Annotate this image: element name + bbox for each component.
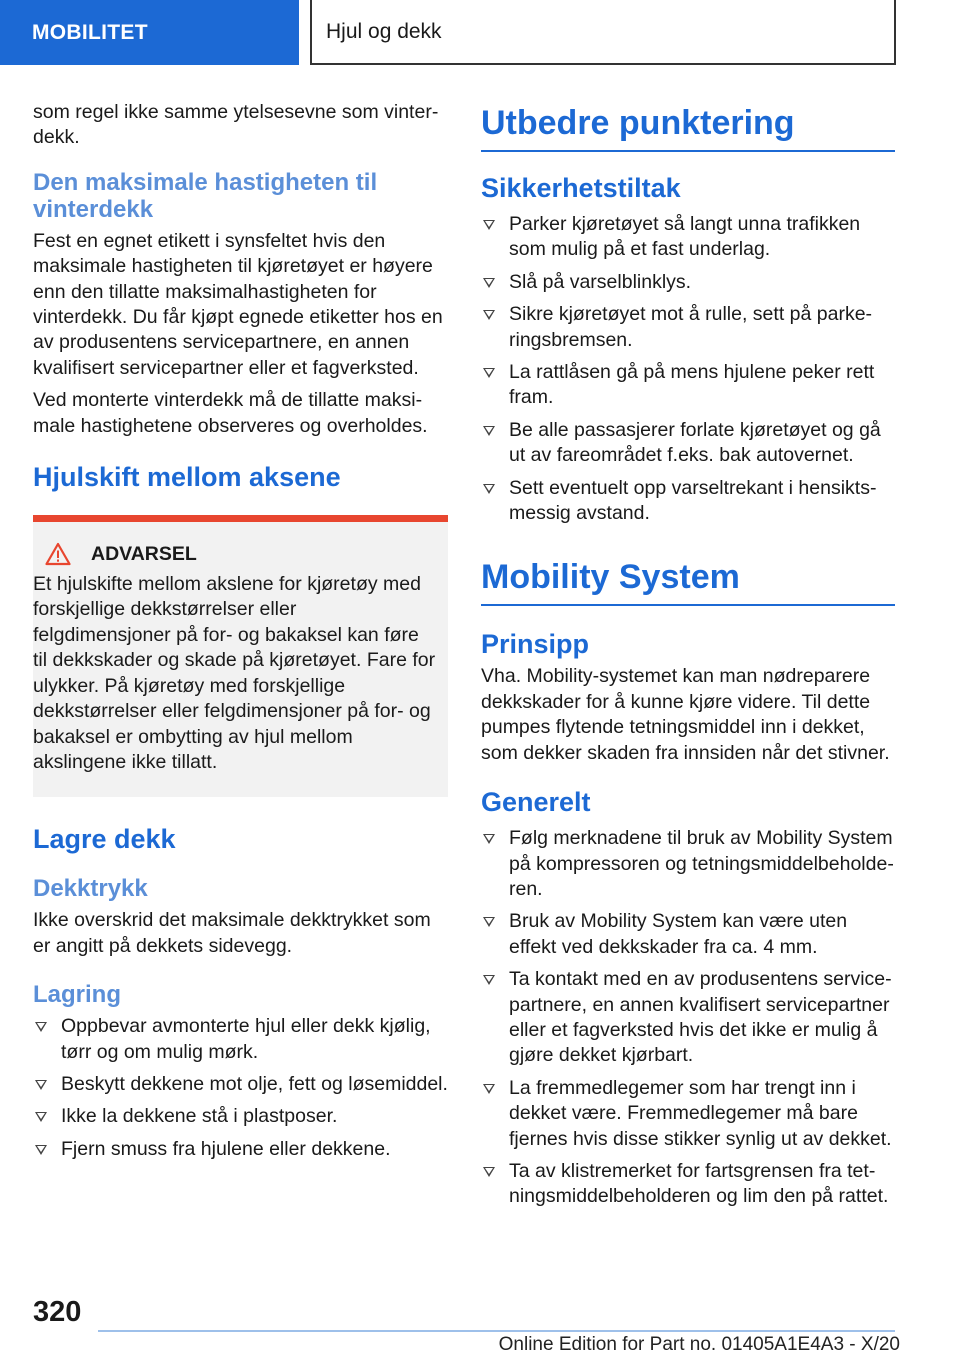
triangle-bullet-icon — [35, 1022, 47, 1032]
principle-text: Vha. Mobility-systemet kan man nødreparere dekkskader for å kunne kjøre videre. Til dette pumpes flytende tetningsmiddel inn i dekket, som dekker skaden fra innsiden når det stivner. — [481, 665, 890, 764]
triangle-bullet-icon — [35, 1080, 47, 1090]
list-item: Be alle passasjerer forlate kjøretøyet og gå ut av fareområdet f.eks. bak autovernet. — [481, 418, 895, 469]
max-speed-heading: Den maksimale hastigheten til vinterdekk — [33, 168, 378, 223]
triangle-bullet-icon — [483, 917, 495, 927]
list-item: Ta av klistremerket for fartsgrensen fra tetningsmiddelbeholderen og lim den på rattet. — [481, 1159, 895, 1210]
warning-header — [33, 542, 436, 566]
list-item: Fjern smuss fra hjulene eller dekkene. — [33, 1137, 448, 1162]
triangle-bullet-icon — [483, 310, 495, 320]
page-number: 320 — [33, 1296, 82, 1328]
max-speed-paragraph-1: Fest en egnet etikett i synsfeltet hvis den maksimale hastigheten til kjøretøyet er høyere enn den tillatte maksimalhastigheten for vinterdekk. Du får kjøpt egnede etiketter hos en av produsentens servicepartnere, en annen kvalifisert servicepartner eller et fagverksted. — [33, 229, 443, 379]
section-title: MOBILITET — [32, 20, 148, 44]
warning-label: ADVARSEL — [91, 542, 197, 565]
intro-text: som regel ikke samme ytelsesevne som vinterdekk. — [33, 101, 439, 149]
list-item: Oppbevar avmonterte hjul eller dekk kjølig, tørr og om mulig mørk. — [33, 1014, 448, 1065]
list-item: Beskytt dekkene mot olje, fett og løsemiddel. — [33, 1072, 448, 1097]
list-item: La rattlåsen gå på mens hjulene peker rett fram. — [481, 360, 895, 411]
list-item: Ikke la dekkene stå i plastposer. — [33, 1104, 448, 1129]
mobility-system-heading: Mobility System — [481, 556, 895, 606]
chapter-title: Hjul og dekk — [326, 19, 442, 43]
triangle-bullet-icon — [483, 220, 495, 230]
triangle-bullet-icon — [35, 1112, 47, 1122]
general-heading: Generelt — [481, 787, 591, 818]
footer-divider — [98, 1330, 895, 1332]
list-item: Bruk av Mobility System kan være uten effekt ved dekkskader fra ca. 4 mm. — [481, 909, 895, 960]
tire-pressure-heading: Dekktrykk — [33, 875, 148, 903]
triangle-bullet-icon — [483, 278, 495, 288]
list-item: Ta kontakt med en av produsentens servicepartnere, en annen kvalifisert servicepartner eller et fagverksted hvis det ikke er mulig å gjøre dekket kjørbart. — [481, 967, 895, 1069]
tire-pressure-text: Ikke overskrid det maksimale dekktrykket som er angitt på dekkets sidevegg. — [33, 909, 431, 957]
triangle-bullet-icon — [483, 975, 495, 985]
triangle-bullet-icon — [483, 1167, 495, 1177]
warning-text: Et hjulskifte mellom akslene for kjøretøy med forskjellige dekkstørrelser eller felgdimensjoner på for- og bakaksel kan føre til dekkskader og skade på kjøretøyet. Fare for ulykker. På kjøretøy med forskjellige dekkstørrelser eller felgdimensjoner på for- og bakaksel er ombytting av hjul mellom akslingene ikke tillatt. — [33, 573, 436, 773]
left-column — [33, 100, 448, 1162]
max-speed-paragraph-2: Ved monterte vinterdekk må de tillatte maksimale hastighetene observeres og overholdes. — [33, 389, 428, 437]
triangle-bullet-icon — [483, 368, 495, 378]
store-tires-heading: Lagre dekk — [33, 824, 176, 855]
list-item: Slå på varselblinklys. — [481, 270, 895, 295]
principle-heading: Prinsipp — [481, 629, 590, 660]
triangle-bullet-icon — [483, 834, 495, 844]
triangle-bullet-icon — [483, 426, 495, 436]
list-item: Sikre kjøretøyet mot å rulle, sett på parkeringsbremsen. — [481, 302, 895, 353]
triangle-bullet-icon — [483, 1084, 495, 1094]
edition-link[interactable]: Online Edition for Part no. 01405A1E4A3 - X/20 — [498, 1334, 900, 1355]
safety-measures-heading: Sikkerhetstiltak — [481, 173, 681, 203]
repair-puncture-heading: Utbedre punktering — [481, 102, 895, 152]
section-tab — [0, 0, 299, 65]
storage-heading: Lagring — [33, 981, 121, 1009]
warning-box — [33, 515, 448, 797]
warning-triangle-icon — [45, 542, 71, 566]
list-item: La fremmedlegemer som har trengt inn i dekket være. Fremmedlegemer må bare fjernes hvis disse stikker synlig ut av dekket. — [481, 1076, 895, 1152]
storage-list — [33, 1014, 448, 1162]
list-item: Følg merknadene til bruk av Mobility System på kompressoren og tetningsmiddelbeholderen. — [481, 826, 895, 902]
list-item: Sett eventuelt opp varseltrekant i hensiktsmessig avstand. — [481, 476, 895, 527]
safety-list — [481, 212, 895, 526]
triangle-bullet-icon — [35, 1145, 47, 1155]
right-column — [481, 102, 895, 1210]
list-item: Parker kjøretøyet så langt unna trafikken som mulig på et fast underlag. — [481, 212, 895, 263]
chapter-header — [310, 0, 896, 65]
wheel-change-heading: Hjulskift mellom aksene — [33, 462, 341, 493]
general-list — [481, 826, 895, 1210]
triangle-bullet-icon — [483, 484, 495, 494]
